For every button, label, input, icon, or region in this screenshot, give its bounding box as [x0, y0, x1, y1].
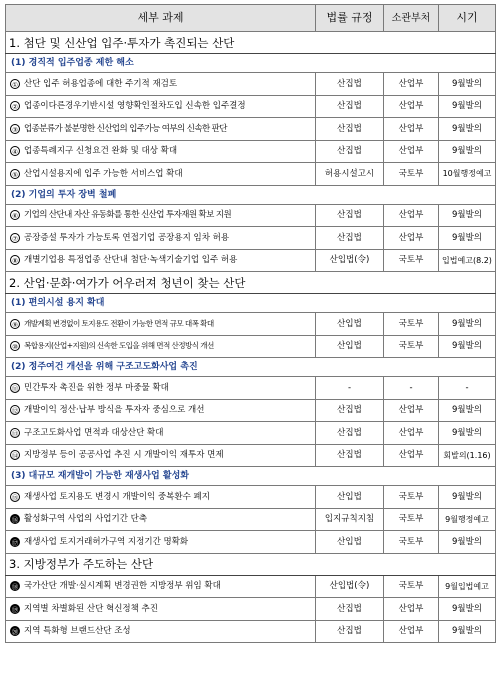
time-cell: -: [439, 377, 496, 400]
table-row: [6, 575, 496, 598]
table-row: [6, 508, 496, 531]
dept-cell: 국토부: [384, 486, 439, 509]
time-cell: 9월발의: [439, 399, 496, 422]
law-cell: -: [316, 377, 384, 400]
law-cell: 산집법: [316, 227, 384, 250]
table-row: [6, 399, 496, 422]
law-cell: 산입법(令): [316, 575, 384, 598]
law-cell: 산집법: [316, 204, 384, 227]
item-number-badge: ⑫: [11, 407, 19, 415]
section-row: [6, 553, 496, 575]
subsection-row: [6, 467, 496, 486]
task-text: 개발이익 정산·납부 방식을 투자자 중심으로 개선: [24, 405, 205, 415]
time-cell: 9월발의: [439, 204, 496, 227]
table-row: [6, 313, 496, 336]
dept-cell: 국토부: [384, 163, 439, 186]
law-cell: 산집법: [316, 95, 384, 118]
item-number-badge: ⑥: [10, 210, 20, 220]
item-number-badge: ⑮: [11, 493, 19, 502]
law-cell: 산집법: [316, 422, 384, 445]
item-number-badge: ⑦: [10, 233, 20, 243]
task-text: 재생사업 토지용도 변경시 개발이익 중복환수 폐지: [24, 491, 210, 502]
section-title: 1. 첨단 및 신산업 입주·투자가 촉진되는 산단: [6, 32, 496, 54]
item-number-badge: ②: [10, 101, 20, 111]
task-cell: [6, 620, 316, 643]
time-cell: 회발의(1.16): [439, 444, 496, 467]
subsection-title: (1) 편의시설 용지 확대: [6, 294, 496, 313]
header-law: 법률 규정: [316, 5, 384, 32]
law-cell: 산집법: [316, 73, 384, 96]
task-text: 지역별 차별화된 산단 혁신정책 추진: [24, 603, 158, 614]
task-cell: [6, 598, 316, 621]
time-cell: 9월발의: [439, 598, 496, 621]
time-cell: 9월입법예고: [439, 575, 496, 598]
law-cell: 산집법: [316, 399, 384, 422]
task-text: 업종특례지구 신청요건 완화 및 대상 확대: [24, 146, 178, 156]
task-text: 민간투자 촉진을 위한 정부 마중물 확대: [24, 382, 169, 393]
task-cell: [6, 95, 316, 118]
time-cell: 9월발의: [439, 531, 496, 554]
dept-cell: 국토부: [384, 575, 439, 598]
item-number-badge: ⑨: [10, 319, 20, 329]
item-number-badge: ⑰: [11, 538, 19, 547]
law-cell: 산집법: [316, 444, 384, 467]
law-cell: 산입법: [316, 313, 384, 336]
task-cell: [6, 140, 316, 163]
law-cell: 산입법: [316, 335, 384, 358]
dept-cell: 국토부: [384, 531, 439, 554]
table-row: [6, 377, 496, 400]
header-time: 시기: [439, 5, 496, 32]
item-number-badge: ⑭: [11, 452, 19, 460]
item-number-badge: ⑪: [11, 384, 19, 393]
table-body: [6, 32, 496, 643]
task-text: 지방정부 등이 공공사업 추진 시 개발이익 재투자 면제: [24, 450, 224, 460]
table-row: [6, 73, 496, 96]
subsection-row: [6, 294, 496, 313]
table-row: [6, 118, 496, 141]
policy-task-table: [5, 4, 496, 643]
table-header-row: [6, 5, 496, 32]
task-text: 국가산단 개발·실시계획 변경권한 지방정부 위임 확대: [24, 581, 221, 591]
dept-cell: 국토부: [384, 313, 439, 336]
task-cell: [6, 313, 316, 336]
task-text: 기업의 산단내 자산 유동화를 통한 신산업 투자재원 확보 지원: [24, 210, 232, 220]
task-cell: [6, 575, 316, 598]
task-text: 개별기업용 특정업종 산단내 첨단·녹색기술기업 입주 허용: [24, 255, 238, 265]
task-cell: [6, 227, 316, 250]
task-text: 개발계획 변경없이 토지용도 전환이 가능한 면적 규모 대폭 확대: [24, 318, 214, 328]
section-row: [6, 272, 496, 294]
time-cell: 9월발의: [439, 335, 496, 358]
task-cell: [6, 531, 316, 554]
law-cell: 산입법: [316, 531, 384, 554]
law-cell: 허용시설고시: [316, 163, 384, 186]
dept-cell: 산업부: [384, 422, 439, 445]
time-cell: 9월발의: [439, 95, 496, 118]
dept-cell: 산업부: [384, 399, 439, 422]
dept-cell: 산업부: [384, 118, 439, 141]
section-title: 2. 산업·문화·여가가 어우러져 청년이 찾는 산단: [6, 272, 496, 294]
section-row: [6, 32, 496, 54]
task-text: 복합용지(산업+지원)의 신속한 도입을 위해 면적 산정방식 개선: [24, 341, 214, 350]
task-text: 재생사업 토지거래허가구역 지정기간 명확화: [24, 536, 189, 547]
policy-table-document: [5, 4, 495, 643]
time-cell: 9월발의: [439, 73, 496, 96]
table-row: [6, 204, 496, 227]
time-cell: 9월발의: [439, 140, 496, 163]
table-row: [6, 620, 496, 643]
dept-cell: 산업부: [384, 598, 439, 621]
task-cell: [6, 444, 316, 467]
law-cell: 산입법: [316, 486, 384, 509]
table-row: [6, 531, 496, 554]
law-cell: 산집법: [316, 620, 384, 643]
law-cell: 산집법: [316, 118, 384, 141]
subsection-title: (3) 대규모 재개발이 가능한 재생사업 활성화: [6, 467, 496, 486]
task-cell: [6, 118, 316, 141]
law-cell: 산집법: [316, 598, 384, 621]
header-dept: 소관부처: [384, 5, 439, 32]
task-text: 활성화구역 사업의 사업기간 단축: [24, 514, 148, 524]
time-cell: 9월행정예고: [439, 508, 496, 531]
dept-cell: 산업부: [384, 140, 439, 163]
table-row: [6, 227, 496, 250]
dept-cell: -: [384, 377, 439, 400]
time-cell: 입법예고(8.2): [439, 249, 496, 272]
header-task: 세부 과제: [6, 5, 316, 32]
dept-cell: 산업부: [384, 73, 439, 96]
task-cell: [6, 422, 316, 445]
dept-cell: 산업부: [384, 620, 439, 643]
law-cell: 입지규칙지침: [316, 508, 384, 531]
table-row: [6, 95, 496, 118]
time-cell: 9월발의: [439, 313, 496, 336]
dept-cell: 산업부: [384, 444, 439, 467]
item-number-badge: ④: [10, 146, 20, 156]
task-text: 산업시설용지에 입주 가능한 서비스업 확대: [24, 168, 183, 179]
task-text: 업종분류가 불분명한 신산업의 입주가능 여부의 신속한 판단: [24, 123, 227, 134]
task-text: 업종이다른경우기반시설 영향확인절차도입 신속한 입주결정: [24, 101, 246, 111]
task-cell: [6, 335, 316, 358]
task-cell: [6, 204, 316, 227]
time-cell: 9월발의: [439, 118, 496, 141]
task-cell: [6, 399, 316, 422]
subsection-row: [6, 185, 496, 204]
task-cell: [6, 377, 316, 400]
dept-cell: 국토부: [384, 335, 439, 358]
dept-cell: 산업부: [384, 204, 439, 227]
table-row: [6, 486, 496, 509]
table-row: [6, 249, 496, 272]
item-number-badge: ⑳: [11, 628, 19, 636]
time-cell: 9월발의: [439, 422, 496, 445]
task-cell: [6, 486, 316, 509]
table-row: [6, 140, 496, 163]
task-text: 산단 입주 허용업종에 대한 주기적 재검토: [24, 78, 178, 89]
item-number-badge: ①: [10, 79, 20, 89]
item-number-badge: ⑧: [10, 255, 20, 265]
subsection-title: (2) 정주여건 개선을 위해 구조고도화사업 촉진: [6, 358, 496, 377]
item-number-badge: ③: [10, 124, 20, 134]
time-cell: 10월행정예고: [439, 163, 496, 186]
task-cell: [6, 249, 316, 272]
subsection-row: [6, 358, 496, 377]
dept-cell: 산업부: [384, 227, 439, 250]
time-cell: 9월발의: [439, 620, 496, 643]
item-number-badge: ⑯: [11, 516, 19, 524]
law-cell: 산집법: [316, 140, 384, 163]
subsection-row: [6, 54, 496, 73]
subsection-title: (1) 경직적 입주업종 제한 해소: [6, 54, 496, 73]
dept-cell: 국토부: [384, 508, 439, 531]
table-row: [6, 598, 496, 621]
section-title: 3. 지방정부가 주도하는 산단: [6, 553, 496, 575]
table-row: [6, 163, 496, 186]
dept-cell: 국토부: [384, 249, 439, 272]
item-number-badge: ⑱: [11, 583, 19, 591]
subsection-title: (2) 기업의 투자 장벽 철폐: [6, 185, 496, 204]
task-cell: [6, 163, 316, 186]
table-row: [6, 422, 496, 445]
task-text: 공장증설 투자가 가능토록 연접기업 공장용지 임차 허용: [24, 232, 230, 243]
task-cell: [6, 508, 316, 531]
item-number-badge: ⑲: [11, 605, 19, 614]
task-text: 구조고도화사업 면적과 대상산단 확대: [24, 427, 164, 438]
item-number-badge: ⑩: [10, 341, 20, 351]
time-cell: 9월발의: [439, 486, 496, 509]
item-number-badge: ⑬: [11, 429, 19, 438]
item-number-badge: ⑤: [10, 169, 20, 179]
law-cell: 산입법(令): [316, 249, 384, 272]
table-row: [6, 335, 496, 358]
task-text: 지역 특화형 브랜드산단 조성: [24, 626, 131, 636]
time-cell: 9월발의: [439, 227, 496, 250]
dept-cell: 산업부: [384, 95, 439, 118]
table-row: [6, 444, 496, 467]
task-cell: [6, 73, 316, 96]
